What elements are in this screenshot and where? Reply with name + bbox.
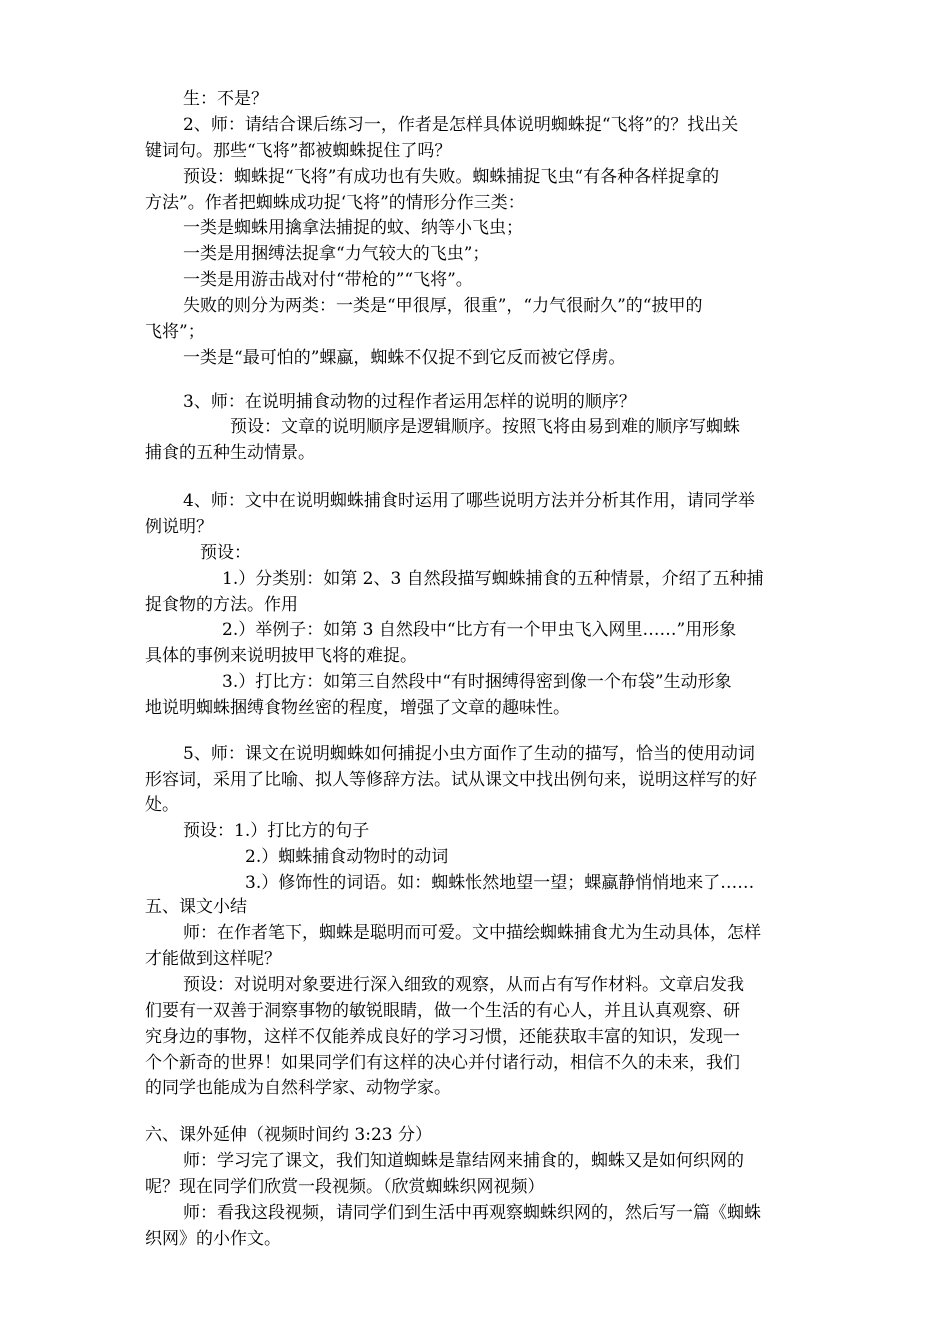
- section-heading: 六、课外延伸（视频时间约 3:23 分）: [145, 1125, 432, 1145]
- text-line: 师：学习完了课文，我们知道蜘蛛是靠结网来捕食的，蜘蛛又是如何织网的: [183, 1151, 744, 1171]
- text-line: 飞将”；: [145, 322, 205, 342]
- text-line: 捉食物的方法。作用: [145, 595, 298, 615]
- text-line: 具体的事例来说明披甲飞将的难捉。: [145, 646, 417, 666]
- text-line: 一类是“最可怕的”蜾蠃，蜘蛛不仅捉不到它反而被它俘虏。: [183, 348, 626, 368]
- text-line: 4、师：文中在说明蜘蛛捕食时运用了哪些说明方法并分析其作用，请同学举: [183, 491, 755, 511]
- text-line: 师：在作者笔下，蜘蛛是聪明而可爱。文中描绘蜘蛛捕食尤为生动具体，怎样: [183, 923, 761, 943]
- text-line: 3.）修饰性的词语。如：蜘蛛怅然地望一望；蜾蠃静悄悄地来了……: [245, 873, 755, 893]
- text-line: 一类是蜘蛛用擒拿法捕捉的蚊、纳等小飞虫；: [183, 218, 523, 238]
- text-line: 2、师：请结合课后练习一，作者是怎样具体说明蜘蛛捉“飞将”的？找出关: [183, 115, 739, 135]
- text-line: 预设：蜘蛛捉“飞将”有成功也有失败。蜘蛛捕捉飞虫“有各种各样捉拿的: [183, 167, 720, 187]
- text-line: 一类是用捆缚法捉拿“力气较大的飞虫”；: [183, 244, 490, 264]
- text-line: 呢？现在同学们欣赏一段视频。（欣赏蜘蛛织网视频）: [145, 1177, 545, 1197]
- text-line: 究身边的事物，这样不仅能养成良好的学习习惯，还能获取丰富的知识，发现一: [145, 1027, 740, 1047]
- text-line: 的同学也能成为自然科学家、动物学家。: [145, 1078, 451, 1098]
- text-line: 预设：文章的说明顺序是逻辑顺序。按照飞将由易到难的顺序写蜘蛛: [230, 417, 740, 437]
- text-line: 一类是用游击战对付“带枪的”“飞将”。: [183, 270, 473, 290]
- text-line: 处。: [145, 795, 179, 815]
- text-line: 例说明？: [145, 517, 213, 537]
- text-line: 地说明蜘蛛捆缚食物丝密的程度，增强了文章的趣味性。: [145, 698, 570, 718]
- text-line: 才能做到这样呢？: [145, 949, 281, 969]
- text-line: 预设：1.）打比方的句子: [183, 821, 370, 841]
- text-line: 形容词，采用了比喻、拟人等修辞方法。试从课文中找出例句来，说明这样写的好: [145, 770, 757, 790]
- text-line: 预设：: [200, 543, 251, 563]
- text-line: 预设：对说明对象要进行深入细致的观察，从而占有写作材料。文章启发我: [183, 975, 744, 995]
- text-line: 捕食的五种生动情景。: [145, 443, 315, 463]
- text-line: 个个新奇的世界！如果同学们有这样的决心并付诸行动，相信不久的未来，我们: [145, 1053, 740, 1073]
- text-line: 1.）分类别：如第 2、3 自然段描写蜘蛛捕食的五种情景，介绍了五种捕: [222, 569, 764, 589]
- text-line: 2.）蜘蛛捕食动物时的动词: [245, 847, 449, 867]
- text-line: 2.）举例子：如第 3 自然段中“比方有一个甲虫飞入网里……”用形象: [222, 620, 737, 640]
- text-line: 失败的则分为两类：一类是“甲很厚，很重”，“力气很耐久”的“披甲的: [183, 296, 703, 316]
- text-line: 织网》的小作文。: [145, 1229, 281, 1249]
- text-line: 生：不是？: [183, 89, 268, 109]
- text-line: 3.）打比方：如第三自然段中“有时捆缚得密到像一个布袋”生动形象: [222, 672, 732, 692]
- text-line: 师：看我这段视频，请同学们到生活中再观察蜘蛛织网的，然后写一篇《蜘蛛: [183, 1203, 761, 1223]
- text-line: 键词句。那些“飞将”都被蜘蛛捉住了吗？: [145, 141, 452, 161]
- text-line: 方法”。作者把蜘蛛成功捉‘飞将”的情形分作三类：: [145, 193, 525, 213]
- text-line: 3、师：在说明捕食动物的过程作者运用怎样的说明的顺序？: [183, 392, 636, 412]
- text-line: 5、师：课文在说明蜘蛛如何捕捉小虫方面作了生动的描写，恰当的使用动词: [183, 744, 755, 764]
- text-line: 们要有一双善于洞察事物的敏锐眼睛，做一个生活的有心人，并且认真观察、研: [145, 1001, 740, 1021]
- section-heading: 五、课文小结: [145, 897, 247, 917]
